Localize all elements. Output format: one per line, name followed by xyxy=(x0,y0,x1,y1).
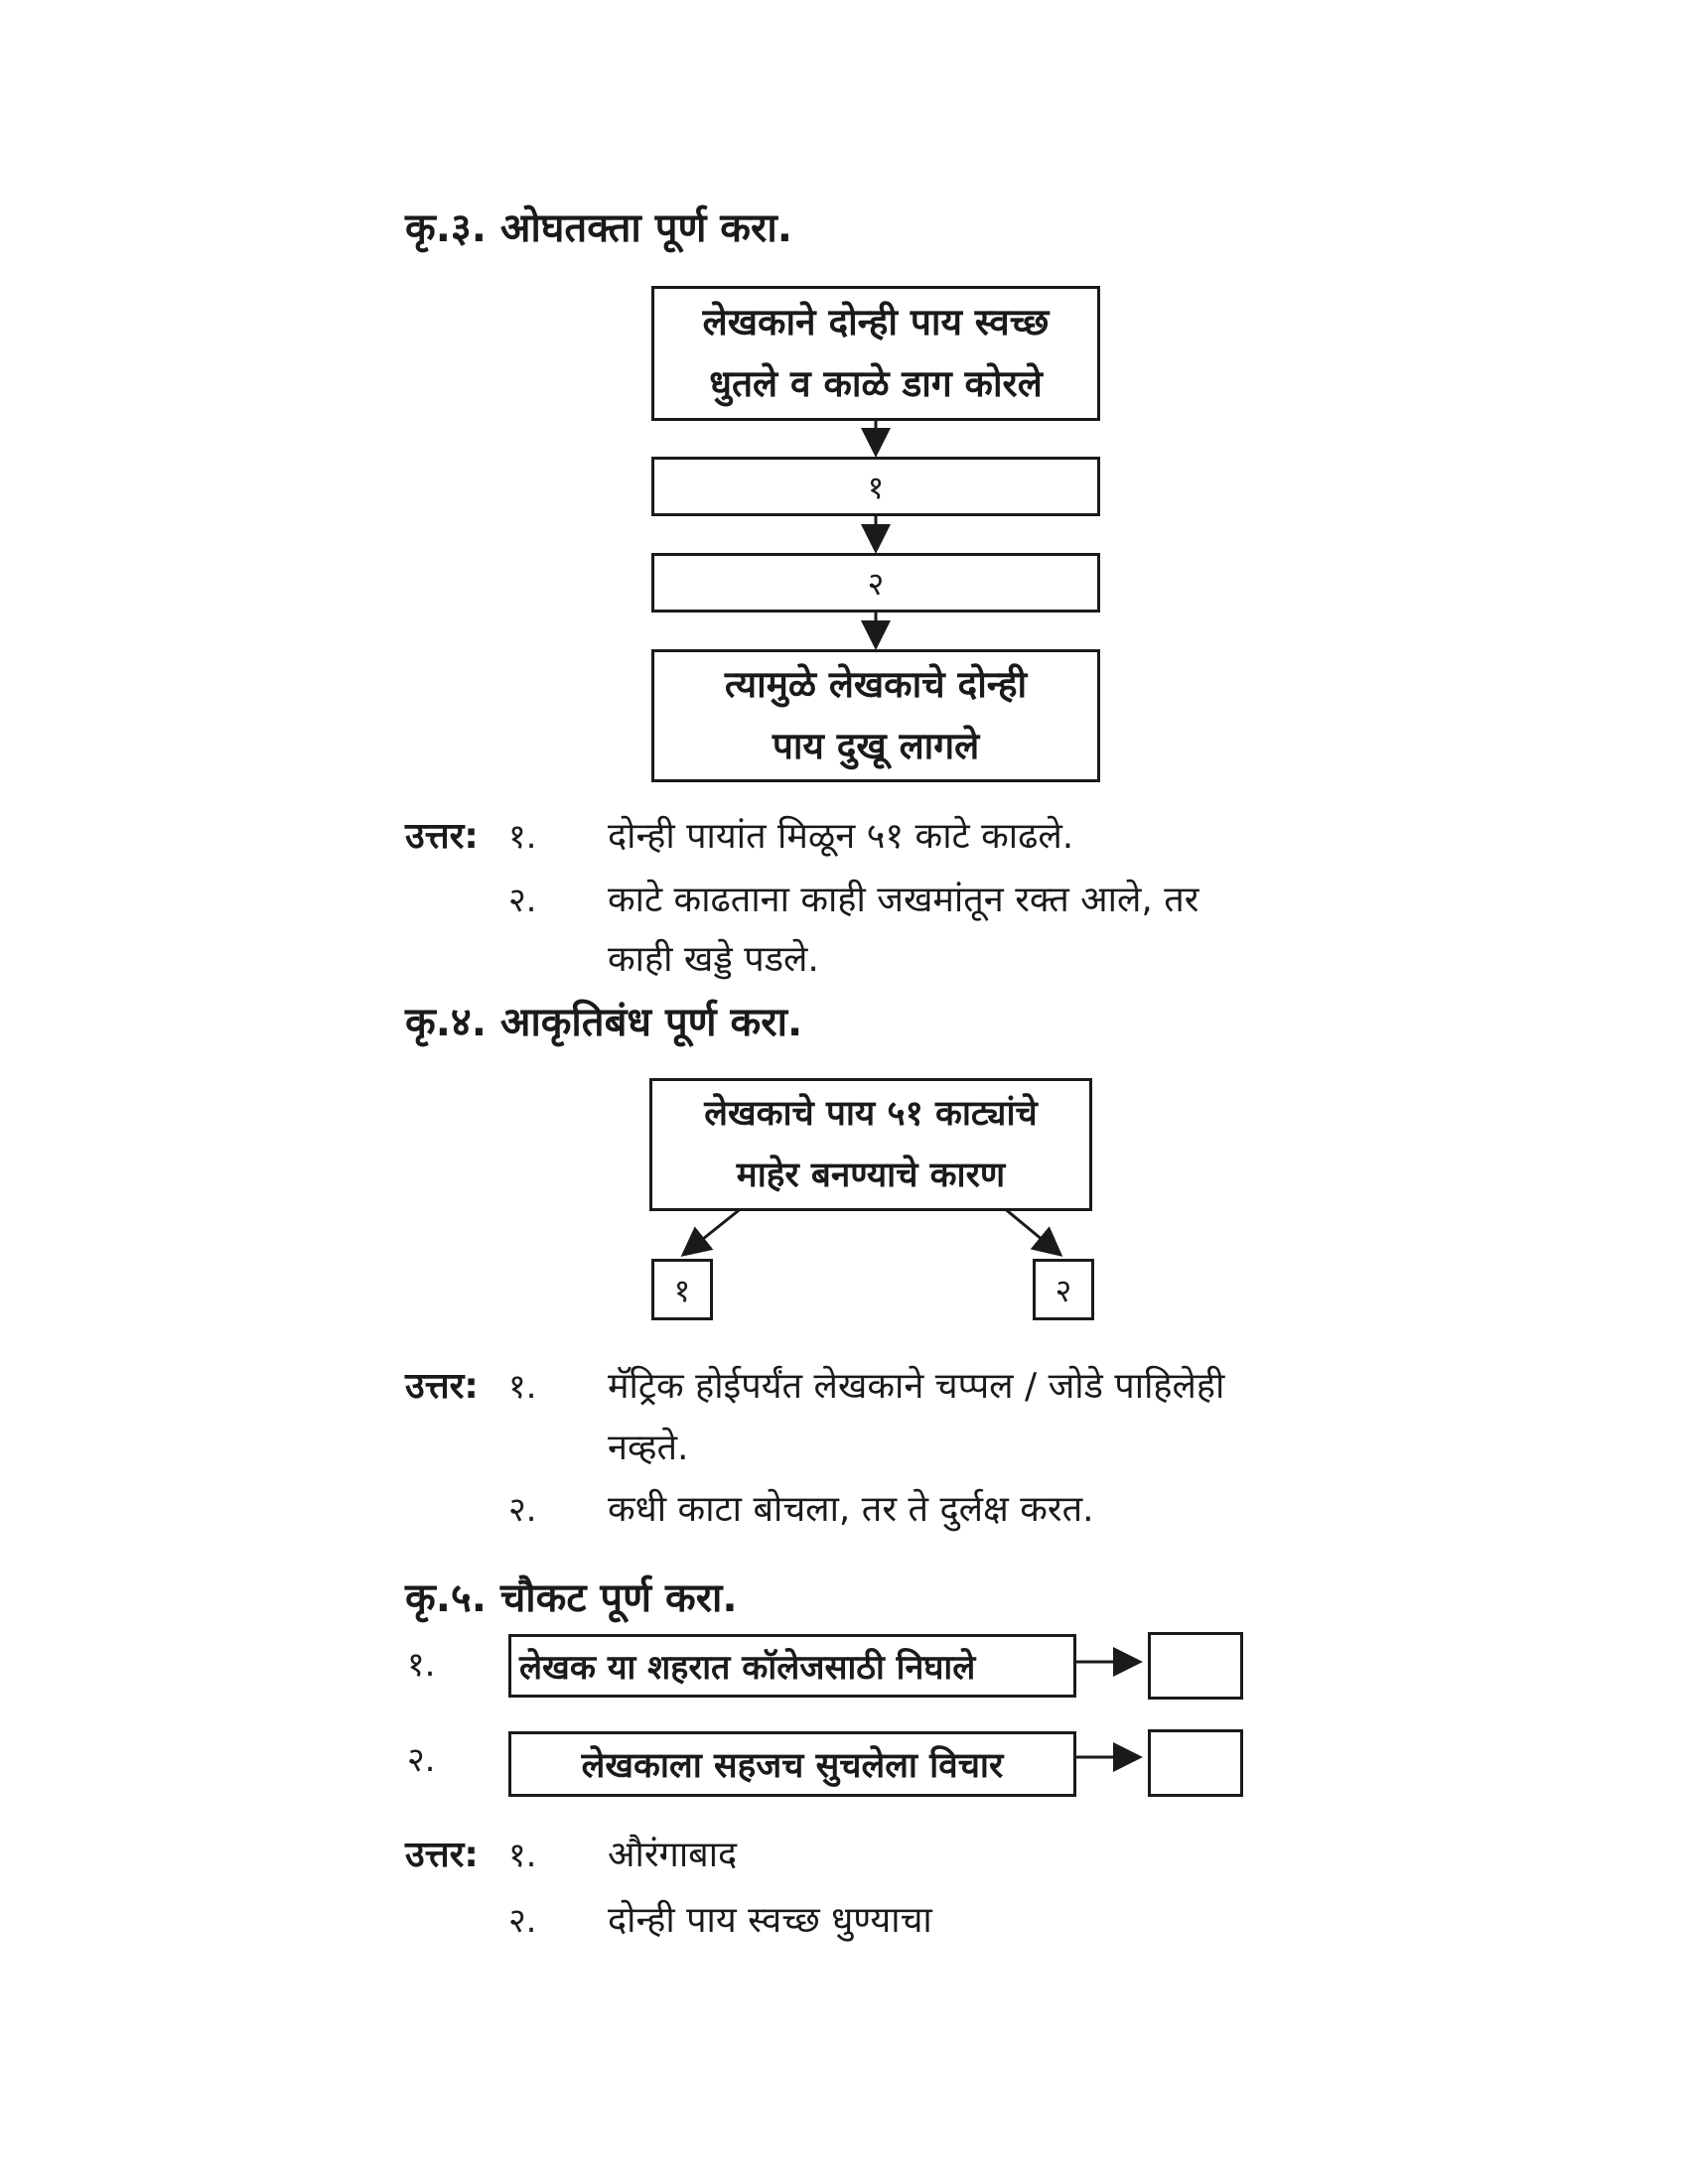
q3-answer-2-line1: काटे काढताना काही जखमांतून रक्त आले, तर xyxy=(608,880,1199,920)
q4-answer-1-line1: मॅट्रिक होईपर्यंत लेखकाने चप्पल / जोडे पाहिलेही xyxy=(608,1366,1225,1407)
q3-box-2-label: २ xyxy=(867,564,885,603)
q4-box-2-label: २ xyxy=(1055,1271,1072,1309)
q5-row-1-answer-box xyxy=(1148,1632,1243,1700)
q4-answer-1-line2: नव्हते. xyxy=(608,1428,689,1468)
q5-answer-2-line1: दोन्ही पाय स्वच्छ धुण्याचा xyxy=(608,1900,932,1941)
q5-row-1-text: लेखक या शहरात कॉलेजसाठी निघाले xyxy=(519,1648,976,1688)
q3-answer-2-num: २. xyxy=(508,881,537,920)
q3-box-bottom-line2: पाय दुखू लागले xyxy=(772,725,980,767)
q3-heading: कृ.३. ओघतक्ता पूर्ण करा. xyxy=(405,205,792,251)
q3-answer-1-line1: दोन्ही पायांत मिळून ५१ काटे काढले. xyxy=(608,816,1074,857)
q3-box-top xyxy=(651,286,1100,421)
q5-answer-1-num: १. xyxy=(508,1836,537,1875)
q3-box-1-label: १ xyxy=(867,468,885,506)
q4-answer-label: उत्तर: xyxy=(405,1366,479,1407)
q5-row-2-text: लेखकाला सहजच सुचलेला विचार xyxy=(581,1745,1004,1786)
q4-box-top-line1: लेखकाचे पाय ५१ काट्यांचे xyxy=(704,1094,1038,1134)
q3-box-bottom xyxy=(651,649,1100,782)
q3-box-bottom-line1: त्यामुळे लेखकाचे दोन्ही xyxy=(724,663,1028,706)
q5-heading: कृ.५. चौकट पूर्ण करा. xyxy=(405,1575,738,1621)
q5-answer-label: उत्तर: xyxy=(405,1835,479,1875)
q4-box-1-label: १ xyxy=(673,1271,691,1309)
q5-answer-2-num: २. xyxy=(508,1901,537,1941)
q4-box-2 xyxy=(1033,1259,1094,1320)
q4-answer-2-line1: कधी काटा बोचला, तर ते दुर्लक्ष करत. xyxy=(608,1489,1094,1530)
q3-answer-1-num: १. xyxy=(508,817,537,857)
q5-row-2-box xyxy=(508,1731,1076,1797)
q3-answer-label: उत्तर: xyxy=(405,816,479,857)
q5-row-2-answer-box xyxy=(1148,1729,1243,1797)
q4-arrow-left xyxy=(683,1207,743,1255)
q3-box-1 xyxy=(651,457,1100,516)
q3-box-top-line2: धुतले व काळे डाग कोरले xyxy=(709,362,1043,405)
q5-row-1-box xyxy=(508,1634,1076,1698)
q5-row-2-num: २. xyxy=(407,1740,436,1780)
q3-answer-2-line2: काही खड्डे पडले. xyxy=(608,939,819,980)
q4-box-top-line2: माहेर बनण्याचे कारण xyxy=(736,1156,1006,1195)
q4-box-top xyxy=(649,1078,1092,1211)
q5-answer-1-line1: औरंगाबाद xyxy=(608,1835,738,1875)
q4-answer-2-num: २. xyxy=(508,1490,537,1530)
q4-answer-1-num: १. xyxy=(508,1367,537,1407)
q5-row-1-num: १. xyxy=(407,1645,436,1685)
q4-box-1 xyxy=(651,1259,713,1320)
q3-box-top-line1: लेखकाने दोन्ही पाय स्वच्छ xyxy=(702,301,1050,343)
q3-box-2 xyxy=(651,553,1100,613)
q4-heading: कृ.४. आकृतिबंध पूर्ण करा. xyxy=(405,1000,803,1045)
q4-arrow-right xyxy=(1003,1207,1060,1255)
